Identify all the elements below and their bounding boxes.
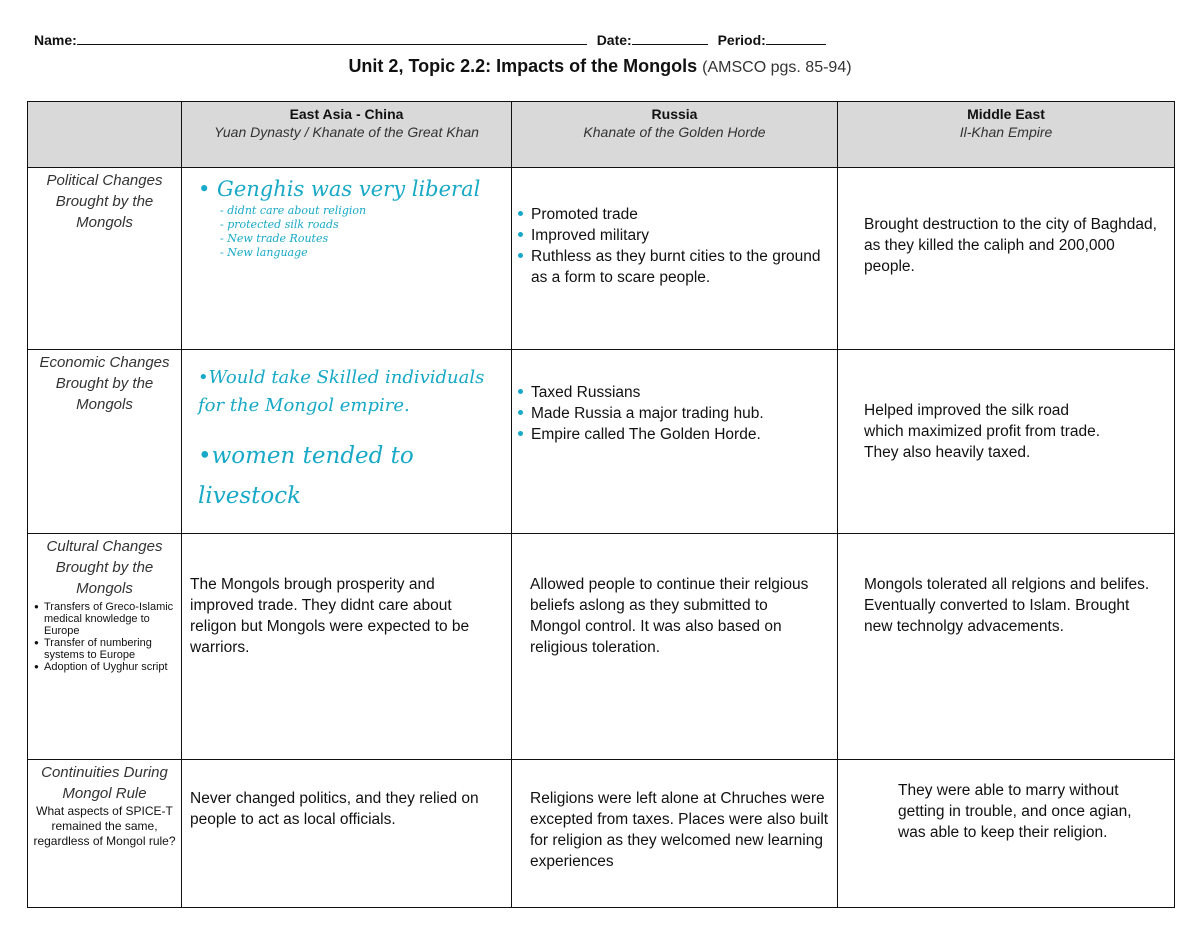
cell-russia-continuities[interactable] — [512, 760, 838, 908]
cell-russia-cultural[interactable] — [512, 534, 838, 760]
list-item: Ruthless as they burnt cities to the ground as a form to scare people. — [514, 246, 829, 288]
handwritten-note: •Would take Skilled individuals for the Mongol empire. — [198, 367, 485, 416]
row-label-continuities — [28, 760, 182, 908]
date-label: Date: — [596, 32, 632, 48]
table-header-row — [28, 102, 1175, 168]
row-label-text: Economic Changes Brought by the Mongols — [39, 354, 170, 413]
cell-middle-east-economic[interactable] — [838, 350, 1175, 534]
list-item: - New trade Routes — [220, 232, 329, 245]
list-item: Made Russia a major trading hub. — [514, 403, 829, 424]
russia-economic-list — [514, 382, 829, 445]
worksheet-title — [0, 56, 1200, 77]
cell-text: Allowed people to continue their relgious beliefs aslong as they submitted to Mongol control. It was also based on religious toleration. — [530, 576, 809, 656]
table-row-continuities — [28, 760, 1175, 908]
cell-russia-political[interactable] — [512, 168, 838, 350]
russia-political-list — [514, 204, 829, 288]
column-subtitle: Khanate of the Golden Horde — [583, 124, 766, 140]
name-label: Name: — [34, 32, 77, 48]
list-item: - didnt care about religion — [220, 204, 367, 217]
cell-china-economic[interactable] — [182, 350, 512, 534]
cell-text: Religions were left alone at Chruches were excepted from taxes. Places were also built for religion as they welcomed new learning experiences — [530, 790, 829, 870]
table-row-economic — [28, 350, 1175, 534]
row-label-political — [28, 168, 182, 350]
table-row-political — [28, 168, 1175, 350]
title-main: Unit 2, Topic 2.2: Impacts of the Mongols — [348, 56, 698, 76]
cell-china-continuities[interactable] — [182, 760, 512, 908]
row-label-text: Continuities During Mongol Rule — [41, 764, 168, 802]
row-label-text: Cultural Changes Brought by the Mongols — [46, 538, 163, 597]
list-item: Taxed Russians — [514, 382, 829, 403]
list-item: Improved military — [514, 225, 829, 246]
row-label-economic — [28, 350, 182, 534]
row-question: What aspects of SPICE-T remained the same, regardless of Mongol rule? — [33, 804, 176, 848]
column-header-china — [182, 102, 512, 168]
column-subtitle: Il-Khan Empire — [959, 124, 1053, 140]
cell-middle-east-cultural[interactable] — [838, 534, 1175, 760]
cell-russia-economic[interactable] — [512, 350, 838, 534]
cell-text: Never changed politics, and they relied on people to act as local officials. — [190, 790, 479, 828]
comparison-table — [27, 101, 1175, 908]
cell-text: The Mongols brough prosperity and improved trade. They didnt care about religon but Mongols were expected to be warriors. — [190, 576, 470, 656]
handwritten-note: •women tended to livestock — [198, 443, 414, 509]
date-blank[interactable] — [632, 32, 708, 45]
list-item: - New language — [220, 246, 308, 259]
column-title: Russia — [651, 106, 698, 122]
cultural-notes-list — [34, 601, 179, 673]
name-blank[interactable] — [77, 32, 587, 45]
cell-middle-east-political[interactable] — [838, 168, 1175, 350]
table-row-cultural — [28, 534, 1175, 760]
cell-china-political[interactable] — [182, 168, 512, 350]
cell-middle-east-continuities[interactable] — [838, 760, 1175, 908]
cell-text: Mongols tolerated all relgions and belifes. Eventually converted to Islam. Brought new technolgy advacements. — [864, 576, 1150, 635]
column-subtitle: Yuan Dynasty / Khanate of the Great Khan — [214, 124, 479, 140]
corner-cell — [28, 102, 182, 168]
list-item: ● Adoption of Uyghur script — [34, 661, 179, 673]
list-item: ● Transfers of Greco-Islamic medical knowledge to Europe — [34, 601, 179, 637]
student-info-line — [34, 32, 832, 48]
list-item: Empire called The Golden Horde. — [514, 424, 829, 445]
title-sub: (AMSCO pgs. 85-94) — [702, 59, 852, 76]
column-title: Middle East — [967, 106, 1045, 122]
column-header-russia — [512, 102, 838, 168]
row-label-text: Political Changes Brought by the Mongols — [46, 172, 163, 231]
row-label-cultural — [28, 534, 182, 760]
period-blank[interactable] — [766, 32, 826, 45]
list-item: - protected silk roads — [220, 218, 339, 231]
list-item: ● Transfer of numbering systems to Europe — [34, 637, 179, 661]
cell-text: They were able to marry without getting in trouble, and once agian, was able to keep their religion. — [898, 782, 1132, 841]
cell-china-cultural[interactable] — [182, 534, 512, 760]
cell-text: Brought destruction to the city of Baghdad, as they killed the caliph and 200,000 people. — [864, 216, 1157, 275]
column-title: East Asia - China — [289, 106, 404, 122]
list-item: Promoted trade — [514, 204, 829, 225]
handwritten-sublist — [220, 204, 501, 260]
cell-text: Helped improved the silk road which maximized profit from trade. They also heavily taxed. — [864, 402, 1101, 461]
column-header-middle-east — [838, 102, 1175, 168]
handwritten-note: • Genghis was very liberal — [198, 177, 481, 201]
period-label: Period: — [717, 32, 766, 48]
